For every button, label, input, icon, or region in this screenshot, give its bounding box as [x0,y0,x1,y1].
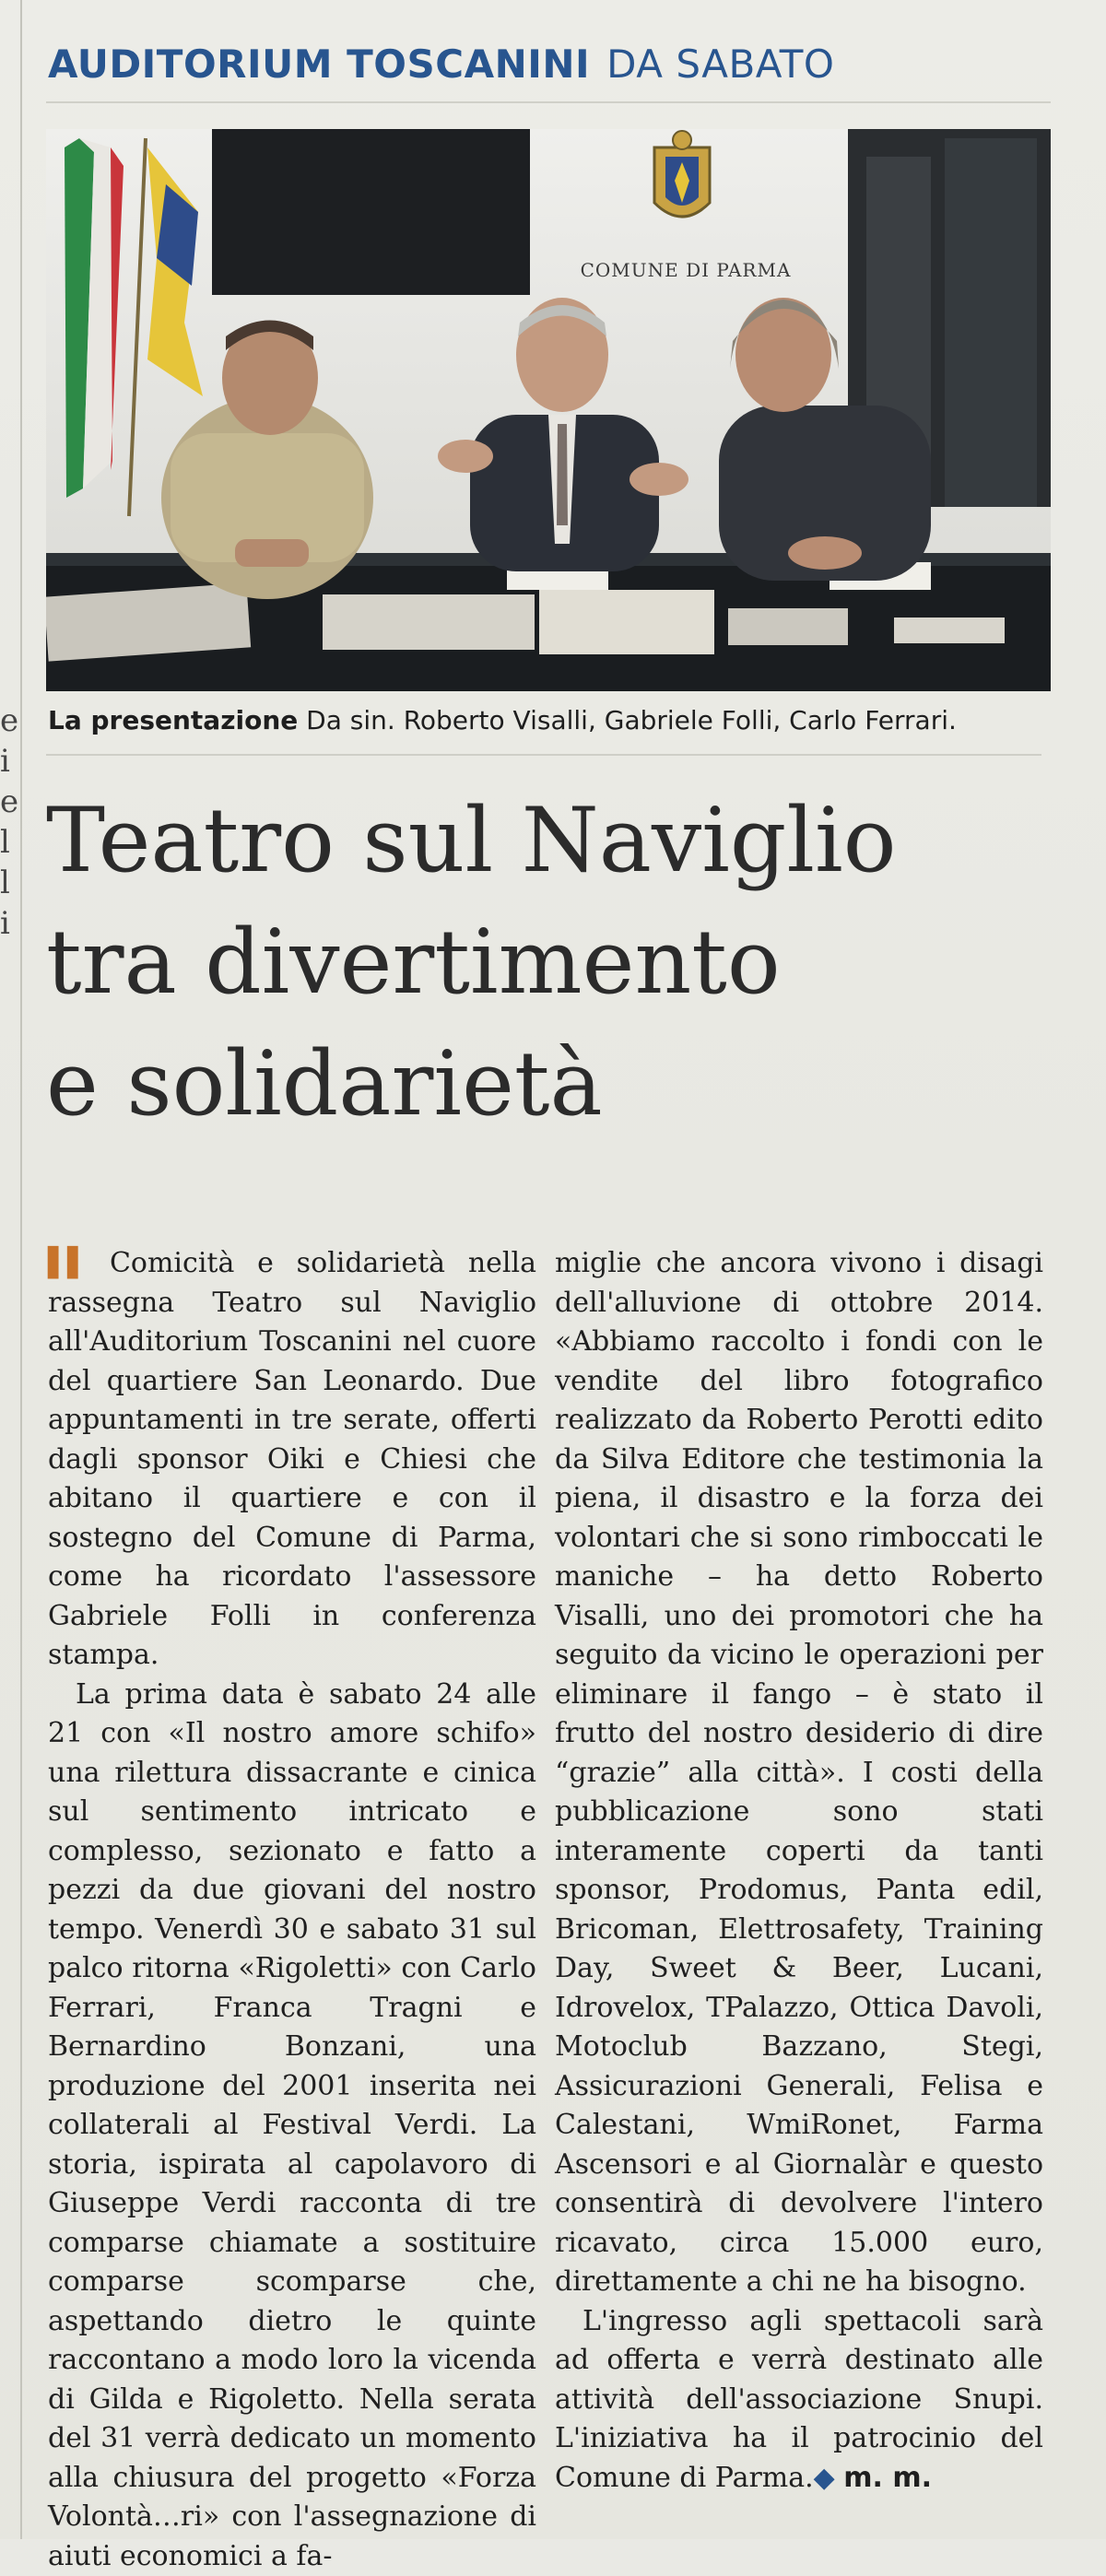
article-paragraph-1 [48,1244,536,1676]
paragraph-4-text: L'ingresso agli spettacoli sarà ad offerta e verrà destinato alle attività dell'associazione Snupi. L'iniziativa ha il patrocinio del Comune di Parma. [555,2305,1043,2494]
press-photo [46,129,1051,691]
column-rule [20,0,22,2539]
section-kicker [48,37,835,92]
caption-rule [46,754,1041,756]
author-signature: m. m. [843,2462,932,2494]
photo-illustration [46,129,1051,691]
headline-line-1: Teatro sul Naviglio [46,780,1041,901]
headline-line-2: tra divertimento [46,901,1041,1023]
photo-caption [48,700,1043,741]
paragraph-marker-icon: ▌▌ [48,1247,87,1279]
kicker-section: AUDITORIUM TOSCANINI [48,41,590,87]
article-paragraph-3: miglie che ancora vivono i disagi dell'alluvione di ottobre 2014. «Abbiamo raccolto i fondi con le vendite del libro fotografico realizzato da Roberto Perotti edito da Silva Editore che testimonia la piena, il disastro e la forza dei volontari che si sono rimboccati le maniche – ha detto Roberto Visalli, uno dei promotori che ha seguito da vicino le operazioni per eliminare il fango – è stato il frutto del nostro desiderio di dire “grazie” alla città». I costi della pubblicazione sono stati interamente coperti da tanti sponsor, Prodomus, Panta edil, Bricoman, Elettrosafety, Training Day, Sweet & Beer, Lucani, Idrovelox, TPalazzo, Ottica Davoli, Motoclub Bazzano, Stegi, Assicurazioni Generali, Felisa e Calestani, WmiRonet, Farma Ascensori e al Giornalàr e questo consentirà di devolvere l'intero ricavato, circa 15.000 euro, direttamente a chi ne ha bisogno. [555,1244,1043,2302]
article-paragraph-4 [555,2302,1043,2499]
wall-sign: COMUNE DI PARMA [581,259,792,281]
paragraph-1-text: Comicità e solidarietà nella rassegna Teatro sul Naviglio all'Auditorium Toscanini nel cuore del quartiere San Leonardo. Due appuntamenti in tre serate, offerti dagli sponsor Oiki e Chiesi che abitano il quartiere e con il sostegno del Comune di Parma, come ha ricordato l'assessore Gabriele Folli in conferenza stampa. [48,1247,536,1671]
headline-line-3: e solidarietà [46,1023,1041,1145]
kicker-rule [46,101,1051,103]
wall-tv [212,129,530,295]
headline [46,780,1041,1145]
article-column-2 [555,1244,1043,2498]
article-paragraph-2: La prima data è sabato 24 alle 21 con «Il nostro amore schifo» una rilettura dissacrante e cinica sul sentimento intricato e complesso, sezionato e fatto a pezzi da due giovani del nostro tempo. Venerdì 30 e sabato 31 sul palco ritorna «Rigoletti» con Carlo Ferrari, Franca Tragni e Bernardino Bonzani, una produzione del 2001 inserita nei collaterali al Festival Verdi. La storia, ispirata al capolavoro di Giuseppe Verdi racconta di tre comparse chiamate a sostituire comparse scomparse che, aspettando dietro le quinte raccontano a modo loro la vicenda di Gilda e Rigoletto. Nella serata del 31 verrà dedicato un momento alla chiusura del progetto «Forza Volontà…ri» con l'assegnazione di aiuti economici a fa- [48,1676,536,2576]
adjacent-column-fragment: e i e l l i [0,700,18,944]
diamond-icon: ◆ [814,2462,835,2494]
article-column-1 [48,1244,536,2576]
caption-lead: La presentazione [48,705,298,735]
kicker-when: DA SABATO [606,41,834,87]
caption-text: Da sin. Roberto Visalli, Gabriele Folli, Carlo Ferrari. [306,705,957,735]
